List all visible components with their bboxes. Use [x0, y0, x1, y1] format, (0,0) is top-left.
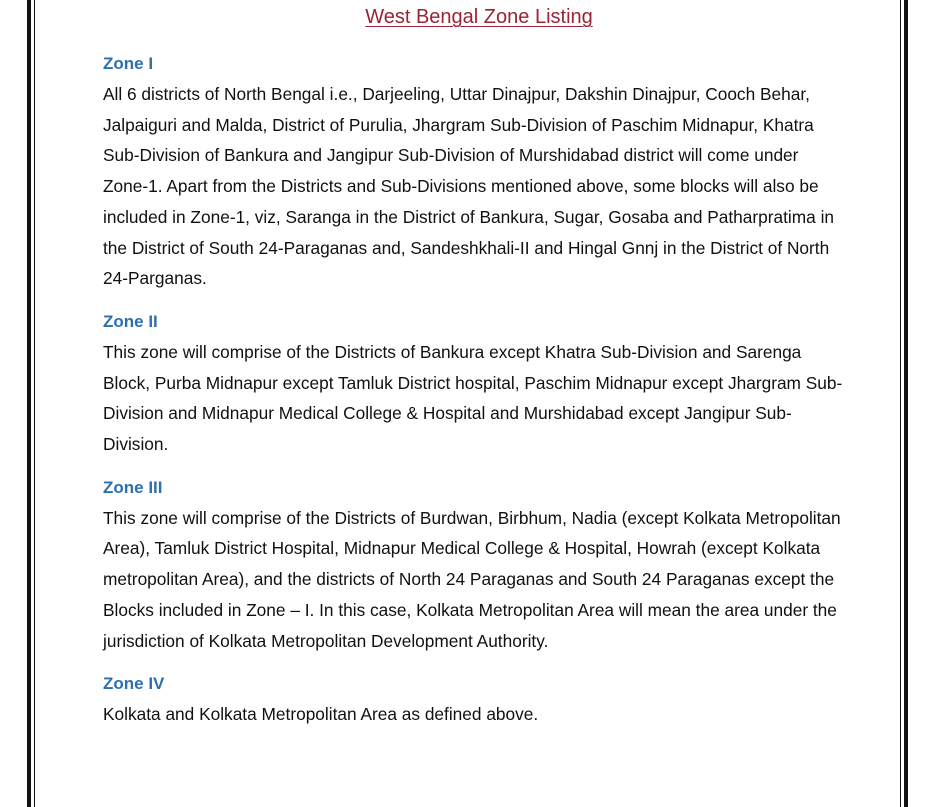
zone-section-4 — [103, 669, 843, 730]
zone-description: All 6 districts of North Bengal i.e., Darjeeling, Uttar Dinajpur, Dakshin Dinajpur, Cooch Behar, Jalpaiguri and Malda, District of Purulia, Jhargram Sub-Division of Paschim Midnapur, Khatra Sub-Division of Bankura and Jangipur Sub-Division of Murshidabad district will come under Zone-1. Apart from the Districts and Sub-Divisions mentioned above, some blocks will also be included in Zone-1, viz, Saranga in the District of Bankura, Sugar, Gosaba and Patharpratima in the District of South 24-Paraganas and, Sandeshkhali-II and Hingal Gnnj in the District of North 24-Parganas. — [103, 84, 835, 289]
zone-section-3 — [103, 473, 843, 657]
zone-heading: Zone III — [103, 477, 163, 497]
document-page — [103, 0, 843, 730]
zone-description: This zone will comprise of the Districts of Bankura except Khatra Sub-Division and Sarenga Block, Purba Midnapur except Tamluk District hospital, Paschim Midnapur except Jhargram Sub-Division and Midnapur Medical College & Hospital and Murshidabad except Jangipur Sub-Division. — [103, 341, 843, 455]
zone-description: This zone will comprise of the Districts of Burdwan, Birbhum, Nadia (except Kolkata Metropolitan Area), Tamluk District Hospital, Midnapur Medical College & Hospital, Howrah (except Kolkata metropolitan Area), and the districts of North 24 Paraganas and South 24 Paraganas except the Blocks included in Zone – I. In this case, Kolkata Metropolitan Area will mean the area under the jurisdiction of Kolkata Metropolitan Development Authority. — [103, 507, 841, 651]
document-title: West Bengal Zone Listing — [365, 6, 593, 28]
page-border-right — [900, 0, 908, 807]
zone-description: Kolkata and Kolkata Metropolitan Area as defined above. — [103, 704, 539, 725]
zone-heading: Zone II — [103, 311, 158, 331]
page-border-left — [27, 0, 35, 807]
zone-heading: Zone IV — [103, 674, 165, 694]
zone-section-1 — [103, 49, 843, 294]
zone-heading: Zone I — [103, 54, 154, 73]
zone-section-2 — [103, 307, 843, 460]
